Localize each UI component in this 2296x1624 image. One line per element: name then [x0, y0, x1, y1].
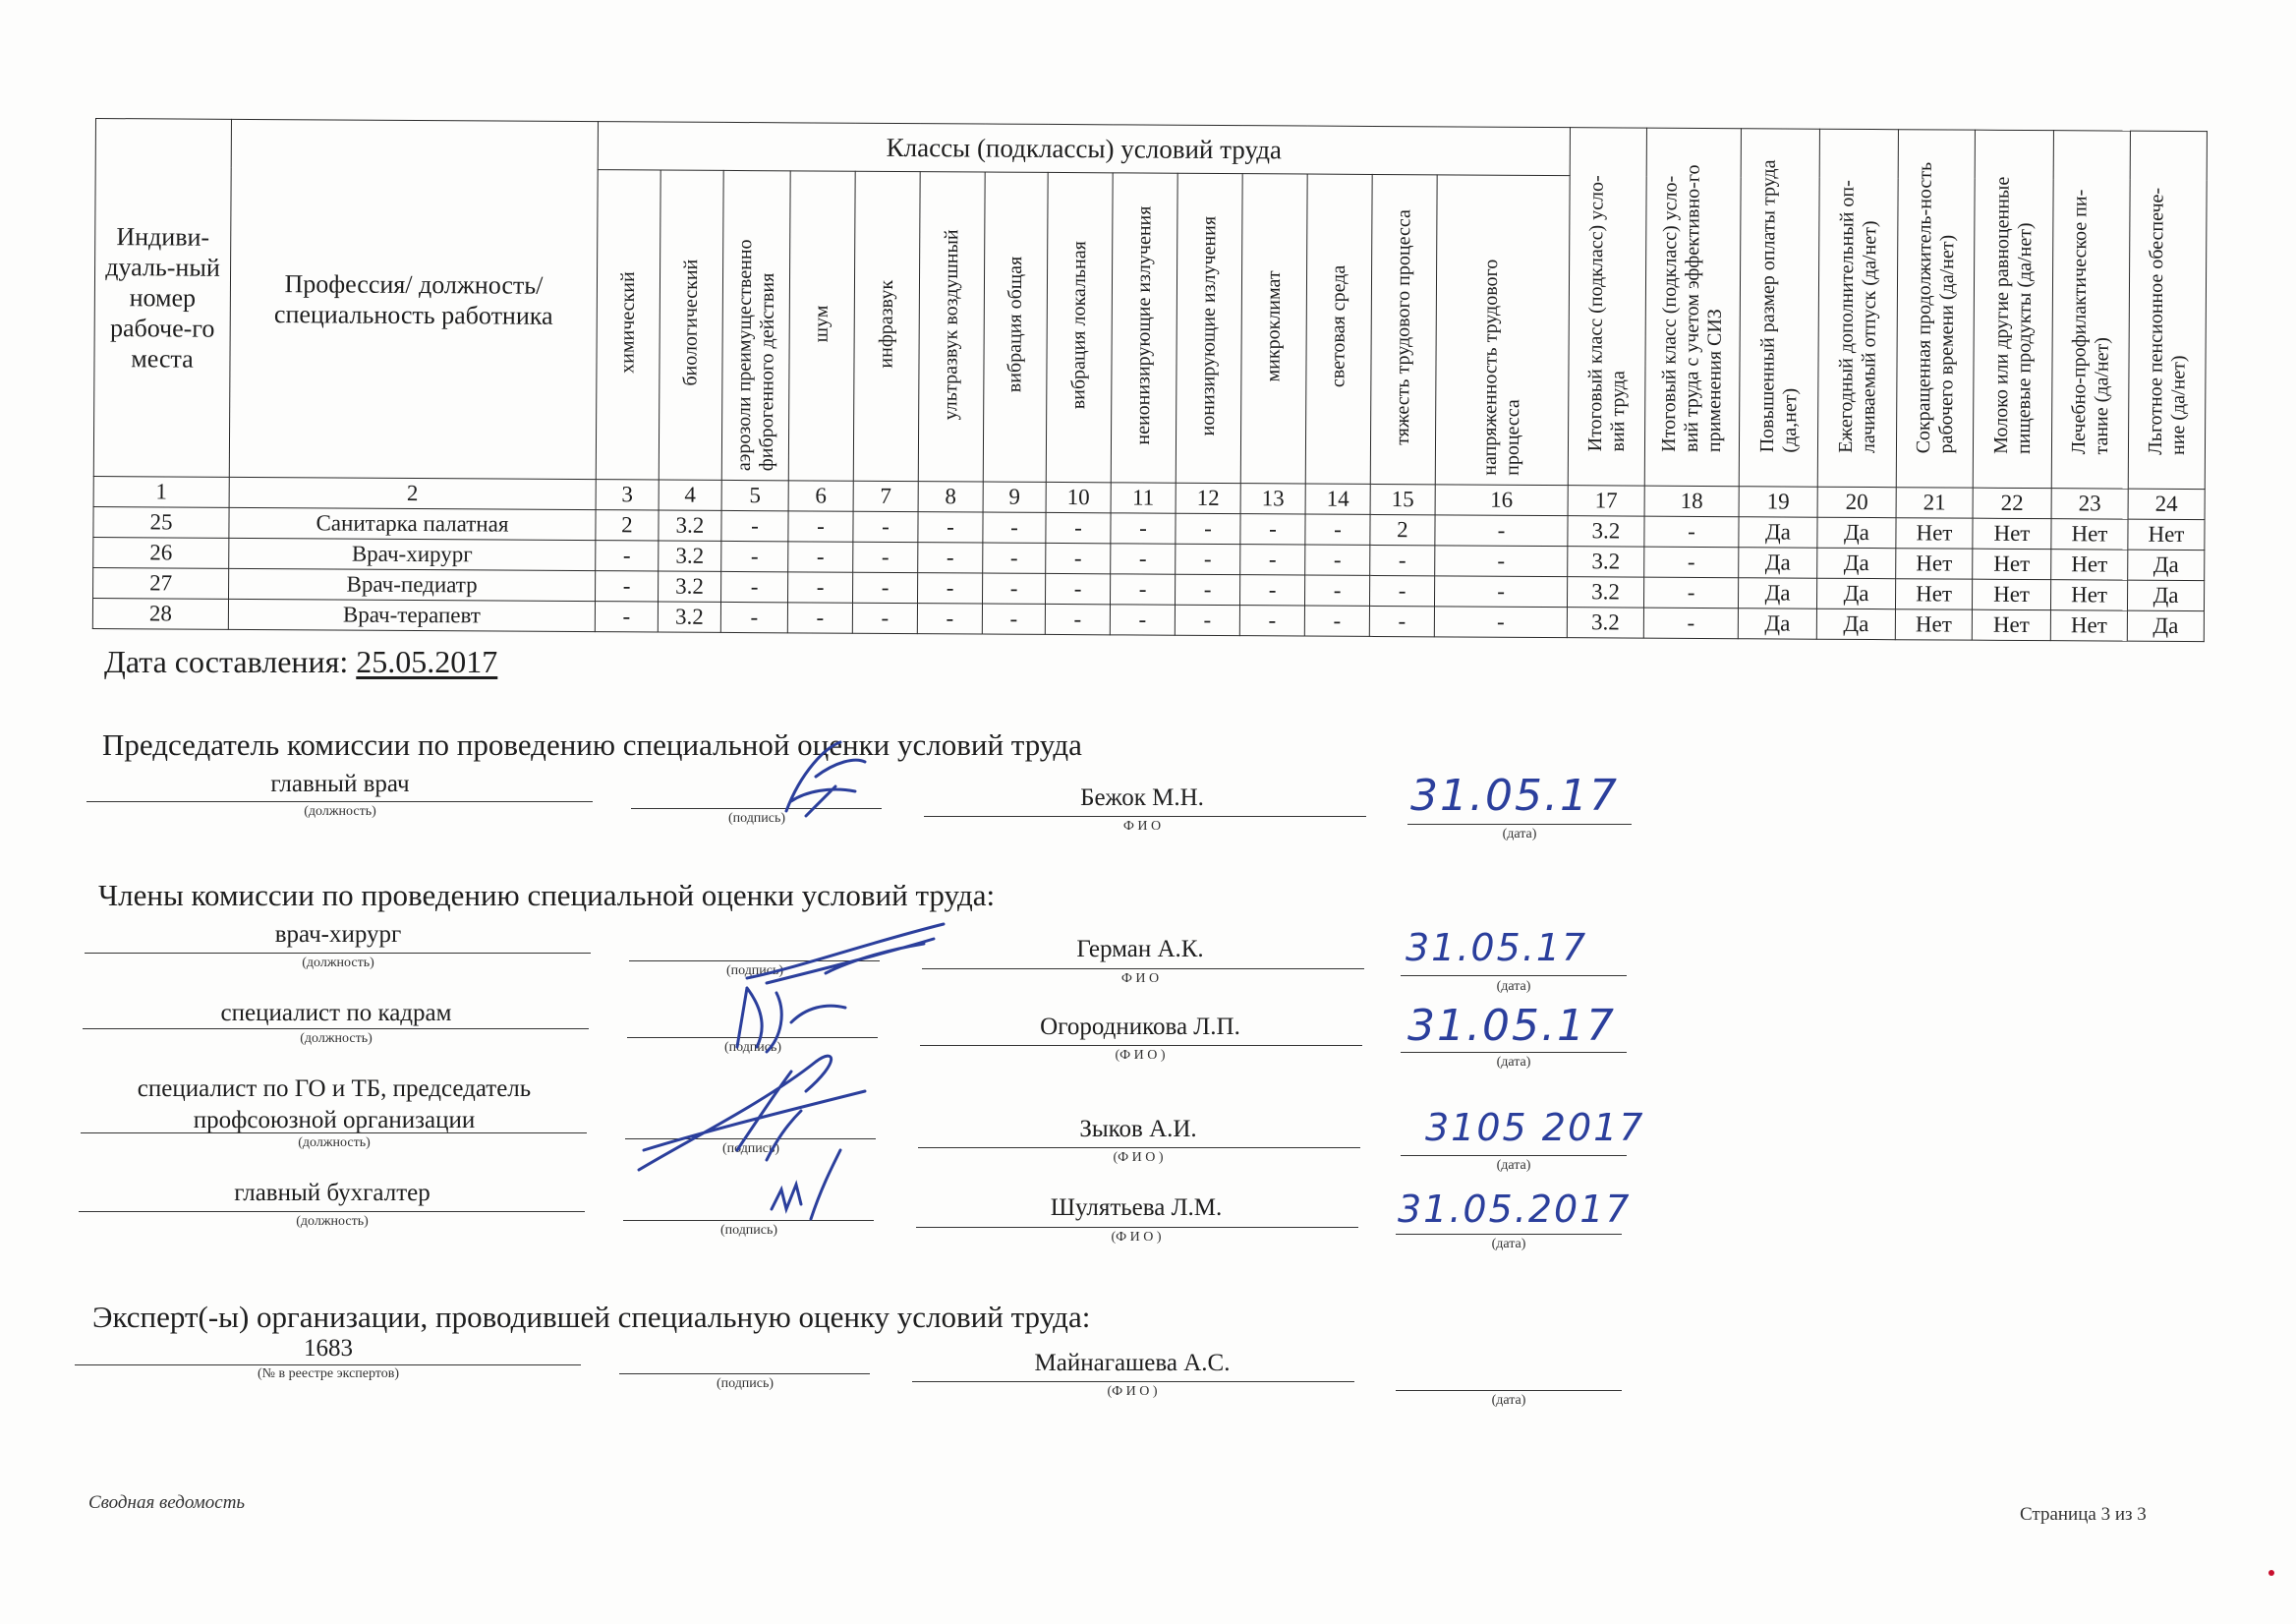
header-factor-7: вибрация общая	[983, 172, 1048, 482]
expert-registry-number: 1683	[304, 1335, 353, 1362]
table-cell: -	[1111, 513, 1176, 544]
table-cell: Да	[1739, 517, 1817, 548]
column-number-cell: 4	[659, 480, 721, 510]
table-cell: Нет	[2051, 519, 2128, 550]
member-3-date: 3105 2017	[1425, 1106, 1645, 1149]
table-cell: -	[1644, 516, 1739, 548]
footer-document-name: Сводная ведомость	[88, 1492, 246, 1513]
conditions-table	[92, 118, 2208, 642]
header-summary-8: Льготное пенсионное обеспече-ние (да/нет)	[2128, 131, 2207, 489]
table-cell: -	[1434, 607, 1567, 638]
table-cell: -	[787, 603, 852, 633]
table-cell: -	[1175, 574, 1239, 605]
column-number-cell: 21	[1896, 488, 1973, 518]
member-4-date-caption: (дата)	[1491, 1237, 1526, 1251]
table-cell: -	[788, 572, 853, 603]
header-summary-7: Лечебно-профилактическое пи-тание (да/нет)	[2051, 131, 2130, 489]
header-factor-5: инфразвук	[853, 171, 920, 481]
footer-page-number: Страница 3 из 3	[2020, 1504, 2147, 1525]
table-cell: Да	[2128, 550, 2205, 580]
table-cell: -	[983, 512, 1046, 543]
header-factor-3: аэрозоли преимущественно фиброгенного действия	[721, 170, 790, 480]
table-cell: -	[721, 510, 788, 541]
table-cell: Да	[1738, 609, 1816, 639]
member-4-signature-image	[762, 1140, 870, 1229]
expert-signature-line	[619, 1373, 870, 1374]
member-2-date: 31.05.17	[1407, 1001, 1616, 1051]
table-cell: -	[982, 573, 1045, 604]
table-cell: -	[596, 541, 659, 571]
member-4-position: главный бухгалтер	[234, 1180, 430, 1206]
date-compiled-value: 25.05.2017	[356, 644, 498, 679]
table-cell: -	[1369, 606, 1434, 636]
table-cell: Да	[2127, 610, 2204, 641]
table-cell: -	[1110, 574, 1175, 605]
members-section-title: Члены комиссии по проведению специальной оценки условий труда:	[98, 878, 996, 912]
column-number-cell: 15	[1370, 484, 1435, 514]
header-summary-3: Повышенный размер оплаты труда (да,нет)	[1739, 129, 1819, 487]
column-number-cell: 22	[1973, 488, 2051, 518]
header-factor-12: световая среда	[1305, 174, 1372, 484]
member-1-position-caption: (должность)	[302, 956, 374, 970]
table-cell: -	[1644, 547, 1739, 578]
table-cell: -	[853, 511, 918, 542]
workplace-number-cell: 26	[93, 537, 229, 568]
table-cell: -	[1643, 608, 1738, 639]
table-cell: -	[1045, 604, 1110, 634]
header-factor-2: биологический	[659, 170, 723, 480]
member-3-name: Зыков А.И.	[1079, 1116, 1197, 1142]
table-cell: Нет	[1973, 549, 2051, 579]
profession-cell: Врач-хирург	[229, 538, 596, 570]
column-number-cell: 3	[596, 480, 659, 510]
header-workplace-number: Индиви-дуаль-ный номер рабоче-го места	[93, 119, 231, 478]
member-2-name-line	[920, 1045, 1362, 1046]
expert-registry-caption: (№ в реестре экспертов)	[257, 1366, 400, 1381]
header-profession: Профессия/ должность/ специальность работника	[229, 119, 598, 479]
table-cell: Да	[1817, 517, 1896, 548]
table-cell: -	[595, 602, 658, 632]
column-number-cell: 24	[2128, 489, 2205, 519]
table-cell: -	[1435, 515, 1568, 547]
header-factor-9: неионизирующие излучения	[1111, 173, 1177, 483]
chair-fio-caption: Ф И О	[1122, 819, 1162, 834]
workplace-number-cell: 27	[93, 567, 229, 599]
table-cell: -	[1643, 577, 1738, 609]
table-cell: Да	[1738, 578, 1816, 609]
column-number-cell: 7	[853, 481, 918, 511]
table-cell: Да	[1817, 548, 1896, 578]
member-2-date-line	[1401, 1052, 1627, 1053]
column-number-cell: 6	[788, 481, 853, 511]
member-2-position-line	[83, 1028, 589, 1029]
date-compiled	[104, 644, 497, 680]
member-4-date-line	[1396, 1234, 1622, 1235]
table-cell: -	[720, 602, 787, 632]
chair-name: Бежок М.Н.	[1080, 784, 1204, 811]
member-3-position-caption: (должность)	[298, 1135, 371, 1150]
member-2-fio-caption: (Ф И О )	[1115, 1048, 1166, 1063]
member-2-position-caption: (должность)	[300, 1031, 373, 1046]
table-cell: -	[1434, 576, 1567, 608]
table-cell: Да	[1816, 609, 1895, 639]
red-mark	[2268, 1570, 2274, 1576]
table-cell: Нет	[1896, 518, 1973, 549]
member-1-position: врач-хирург	[274, 921, 402, 948]
table-body	[92, 506, 2205, 641]
table-cell: -	[1110, 605, 1175, 635]
table-cell: -	[1370, 545, 1435, 575]
table-cell: -	[1240, 514, 1305, 545]
chair-name-line	[924, 816, 1366, 817]
column-number-cell: 17	[1568, 486, 1644, 516]
header-factor-8: вибрация локальная	[1046, 172, 1113, 482]
table-cell: -	[1369, 575, 1434, 606]
header-summary-6: Молоко или другие равноценные пищевые продукты (да/нет)	[1973, 130, 2053, 488]
member-4-name-line	[916, 1227, 1358, 1228]
column-number-cell: 8	[918, 482, 983, 512]
table-cell: Нет	[1972, 579, 2050, 609]
column-number-cell: 13	[1240, 484, 1305, 514]
chair-signature-caption: (подпись)	[727, 811, 786, 826]
member-4-position-line	[79, 1211, 585, 1212]
chair-date-caption: (дата)	[1502, 827, 1537, 841]
expert-fio-caption: (Ф И О )	[1107, 1384, 1158, 1399]
table-cell: -	[788, 542, 853, 572]
table-cell: Нет	[1973, 518, 2051, 549]
table-cell: Нет	[1895, 609, 1972, 640]
table-cell: -	[853, 572, 918, 603]
table-cell: -	[1240, 545, 1305, 575]
member-3-position: специалист по ГО и ТБ, председатель профсоюзной организации	[137, 1075, 532, 1133]
member-2-signature-caption: (подпись)	[723, 1040, 782, 1055]
table-cell: -	[918, 512, 983, 543]
table-cell: -	[1176, 544, 1240, 574]
table-cell: -	[1305, 545, 1370, 575]
column-number-cell: 16	[1435, 485, 1568, 516]
member-1-fio-caption: Ф И О	[1120, 971, 1160, 986]
header-summary-4: Ежегодный дополнительный оп-лачиваемый отпуск (да/нет)	[1817, 129, 1898, 487]
table-cell: Нет	[1972, 609, 2050, 640]
table-cell: Нет	[2128, 519, 2205, 550]
column-number-cell: 20	[1817, 487, 1896, 517]
table-cell: 3.2	[659, 571, 721, 602]
workplace-number-cell: 28	[92, 598, 228, 629]
table-cell: -	[1305, 514, 1370, 545]
table-cell: 3.2	[658, 602, 720, 632]
column-number-cell: 2	[229, 477, 596, 509]
experts-section-title: Эксперт(-ы) организации, проводившей специальную оценку условий труда:	[92, 1300, 1091, 1334]
expert-date-caption: (дата)	[1491, 1393, 1526, 1408]
table-cell: -	[1176, 513, 1240, 544]
column-number-cell: 10	[1046, 482, 1111, 512]
member-1-date-line	[1401, 975, 1627, 976]
member-3-signature-caption: (подпись)	[721, 1141, 780, 1156]
header-factor-13: тяжесть трудового процесса	[1370, 174, 1437, 484]
table-cell: 3.2	[1568, 547, 1644, 577]
table-cell: Нет	[1896, 549, 1973, 579]
table-cell: -	[983, 543, 1046, 573]
expert-name: Майнагашева А.С.	[1034, 1350, 1231, 1376]
header-factor-10: ионизирующие излучения	[1176, 173, 1242, 483]
table-cell: -	[852, 603, 917, 633]
table-cell: -	[1435, 546, 1568, 577]
table-cell: -	[721, 541, 788, 571]
table-cell: 3.2	[659, 510, 721, 541]
table-cell: -	[1304, 575, 1369, 606]
chair-section-title: Председатель комиссии по проведению специальной оценки условий труда	[102, 727, 1082, 762]
table-cell: -	[918, 573, 983, 604]
member-2-name: Огородникова Л.П.	[1040, 1014, 1240, 1040]
member-2-position: специалист по кадрам	[220, 1000, 452, 1026]
table-cell: 3.2	[1568, 516, 1644, 547]
summary-table	[92, 118, 2208, 642]
workplace-number-cell: 25	[93, 506, 229, 538]
header-factor-11: микроклимат	[1240, 174, 1307, 484]
profession-cell: Врач-терапевт	[228, 599, 595, 631]
table-cell: -	[982, 604, 1045, 634]
table-cell: -	[1239, 606, 1304, 636]
chair-signature-image	[708, 732, 904, 831]
column-number-cell: 18	[1644, 486, 1739, 517]
member-4-date: 31.05.2017	[1398, 1188, 1632, 1231]
expert-signature-caption: (подпись)	[716, 1376, 775, 1391]
member-1-position-line	[85, 953, 591, 954]
profession-cell: Санитарка палатная	[229, 507, 596, 540]
header-factor-6: ультразвук воздушный	[918, 172, 985, 482]
member-4-name: Шулятьева Л.М.	[1050, 1194, 1223, 1221]
member-3-name-line	[918, 1147, 1360, 1148]
expert-registry-line	[75, 1364, 581, 1365]
chair-position-line	[86, 801, 593, 802]
member-3-position-line	[81, 1132, 587, 1133]
member-3-fio-caption: (Ф И О )	[1113, 1150, 1164, 1165]
table-cell: -	[1239, 575, 1304, 606]
chair-date: 31.05.17	[1410, 771, 1619, 821]
header-factor-1: химический	[596, 170, 660, 480]
chair-date-line	[1407, 824, 1632, 825]
date-compiled-label: Дата составления:	[104, 644, 349, 679]
table-cell: 3.2	[659, 541, 721, 571]
member-1-date-caption: (дата)	[1496, 979, 1531, 994]
header-classes-group: Классы (подклассы) условий труда	[598, 122, 1570, 176]
column-number-cell: 23	[2051, 489, 2128, 519]
table-cell: 3.2	[1567, 577, 1643, 608]
expert-name-line	[912, 1381, 1354, 1382]
table-cell: -	[721, 571, 788, 602]
table-cell: Да	[1816, 578, 1895, 609]
header-summary-2: Итоговый класс (подкласс) усло-вий труда с учетом эффективно-го применения СИЗ	[1644, 128, 1741, 487]
column-number-cell: 9	[983, 482, 1046, 512]
column-number-cell: 12	[1176, 483, 1240, 513]
table-cell: -	[1304, 606, 1369, 636]
member-4-signature-caption: (подпись)	[719, 1223, 778, 1238]
table-cell: Нет	[2050, 580, 2127, 610]
member-1-date: 31.05.17	[1406, 926, 1588, 969]
table-cell: -	[1175, 605, 1239, 635]
header-summary-1: Итоговый класс (подкласс) усло-вий труда	[1568, 128, 1646, 486]
profession-cell: Врач-педиатр	[229, 568, 596, 601]
column-number-cell: 5	[721, 480, 788, 510]
column-number-cell: 14	[1305, 484, 1370, 514]
column-number-cell: 19	[1739, 487, 1817, 517]
table-cell: -	[853, 542, 918, 572]
column-number-cell: 1	[93, 476, 229, 507]
header-factor-4: шум	[788, 171, 855, 481]
table-cell: -	[918, 543, 983, 573]
table-cell: 2	[596, 510, 659, 541]
table-cell: -	[1046, 543, 1111, 573]
table-cell: -	[1111, 544, 1176, 574]
member-3-date-caption: (дата)	[1496, 1158, 1531, 1173]
chair-position: главный врач	[270, 771, 410, 797]
table-cell: 3.2	[1567, 608, 1643, 638]
table-cell: Нет	[2051, 550, 2128, 580]
table-cell: -	[596, 571, 659, 602]
column-number-cell: 11	[1111, 483, 1176, 513]
table-cell: Нет	[2050, 610, 2127, 641]
table-cell: 2	[1370, 514, 1435, 545]
table-cell: Нет	[1895, 579, 1972, 609]
table-cell: -	[1045, 573, 1110, 604]
table-cell: -	[917, 604, 982, 634]
header-summary-5: Сокращенная продолжитель-ность рабочего времени (да/нет)	[1896, 130, 1975, 488]
member-1-signature-caption: (подпись)	[725, 963, 784, 978]
member-1-name: Герман А.К.	[1076, 936, 1204, 962]
chair-position-caption: (должность)	[304, 804, 376, 819]
expert-date-line	[1396, 1390, 1622, 1391]
header-factor-14: напряженность трудового процесса	[1435, 175, 1570, 486]
member-2-date-caption: (дата)	[1496, 1055, 1531, 1070]
member-4-position-caption: (должность)	[296, 1214, 369, 1229]
member-3-date-line	[1401, 1155, 1627, 1156]
member-4-fio-caption: (Ф И О )	[1111, 1230, 1162, 1245]
table-cell: Да	[2127, 580, 2204, 610]
table-cell: -	[788, 511, 853, 542]
table-cell: Да	[1739, 548, 1817, 578]
member-1-name-line	[922, 968, 1364, 969]
table-cell: -	[1046, 512, 1111, 543]
